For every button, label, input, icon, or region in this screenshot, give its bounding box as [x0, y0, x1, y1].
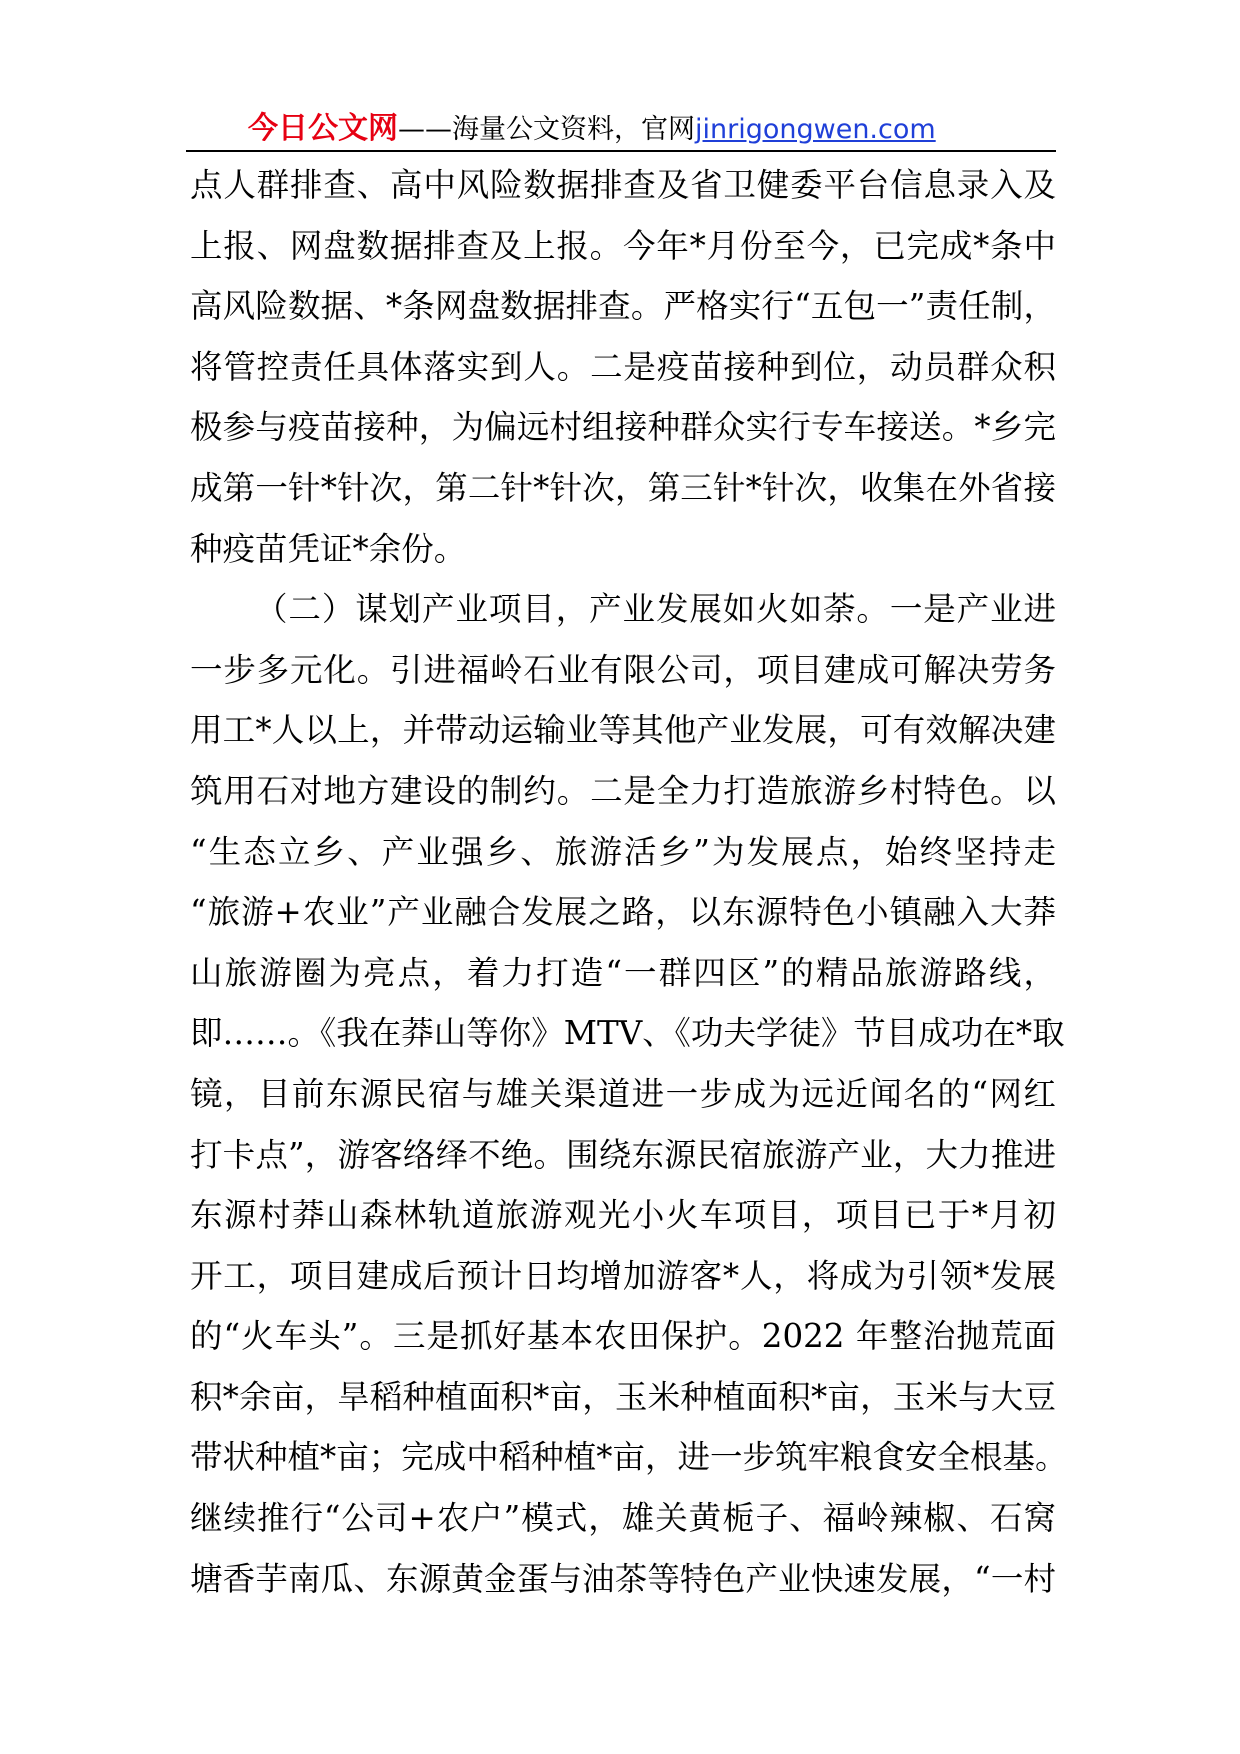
- body-line: 积*余亩，旱稻种植面积*亩，玉米种植面积*亩，玉米与大豆: [190, 1377, 1056, 1416]
- body-line: 山旅游圈为亮点，着力打造“一群四区”的精品旅游路线，: [190, 953, 1056, 992]
- body-line: 东源村莽山森林轨道旅游观光小火车项目，项目已于*月初: [190, 1196, 1056, 1235]
- body-line: 种疫苗凭证*余份。: [190, 529, 467, 568]
- body-line: 点人群排查、高中风险数据排查及省卫健委平台信息录入及: [190, 166, 1056, 204]
- brand-logo-text: 今日公文网: [248, 111, 398, 146]
- body-line: 将管控责任具体落实到人。二是疫苗接种到位，动员群众积: [190, 347, 1056, 386]
- body-line: 筑用石对地方建设的制约。二是全力打造旅游乡村特色。以: [190, 771, 1056, 810]
- body-line: 开工，项目建成后预计日均增加游客*人，将成为引领*发展: [190, 1256, 1056, 1295]
- body-line: “旅游+农业”产业融合发展之路，以东源特色小镇融入大莽: [190, 893, 1056, 932]
- body-line: 继续推行“公司+农户”模式，雄关黄栀子、福岭辣椒、石窝: [190, 1499, 1056, 1538]
- header-separator: ——: [398, 114, 452, 145]
- body-line: 打卡点”，游客络绎不绝。围绕东源民宿旅游产业，大力推进: [190, 1135, 1056, 1174]
- body-line: “生态立乡、产业强乡、旅游活乡”为发展点，始终坚持走: [190, 832, 1056, 871]
- document-body: [190, 155, 1068, 1609]
- page-header: [186, 104, 1056, 152]
- section-heading-line: （二）谋划产业项目，产业发展如火如荼。一是产业进: [255, 590, 1056, 629]
- body-line: 带状种植*亩；完成中稻种植*亩，进一步筑牢粮食安全根基。: [190, 1438, 1068, 1477]
- body-line: 成第一针*针次，第二针*针次，第三针*针次，收集在外省接: [190, 468, 1056, 507]
- header-line: [248, 112, 936, 147]
- header-tagline: 海量公文资料，官网: [452, 114, 695, 145]
- site-link[interactable]: jinrigongwen.com: [695, 114, 936, 145]
- body-line: 镜，目前东源民宿与雄关渠道进一步成为远近闻名的“网红: [190, 1074, 1056, 1113]
- body-line: 的“火车头”。三是抓好基本农田保护。2022 年整治抛荒面: [190, 1317, 1056, 1356]
- body-line: 极参与疫苗接种，为偏远村组接种群众实行专车接送。*乡完: [190, 408, 1056, 447]
- body-line: 高风险数据、*条网盘数据排查。严格实行“五包一”责任制，: [190, 287, 1056, 326]
- body-line: 即……。《我在莽山等你》MTV、《功夫学徒》节目成功在*取: [190, 1014, 1065, 1053]
- body-line: 塘香芋南瓜、东源黄金蛋与油茶等特色产业快速发展，“一村: [190, 1559, 1056, 1598]
- body-line: 上报、网盘数据排查及上报。今年*月份至今，已完成*条中: [190, 226, 1056, 265]
- body-line: 用工*人以上，并带动运输业等其他产业发展，可有效解决建: [190, 711, 1056, 750]
- body-line: 一步多元化。引进福岭石业有限公司，项目建成可解决劳务: [190, 650, 1056, 689]
